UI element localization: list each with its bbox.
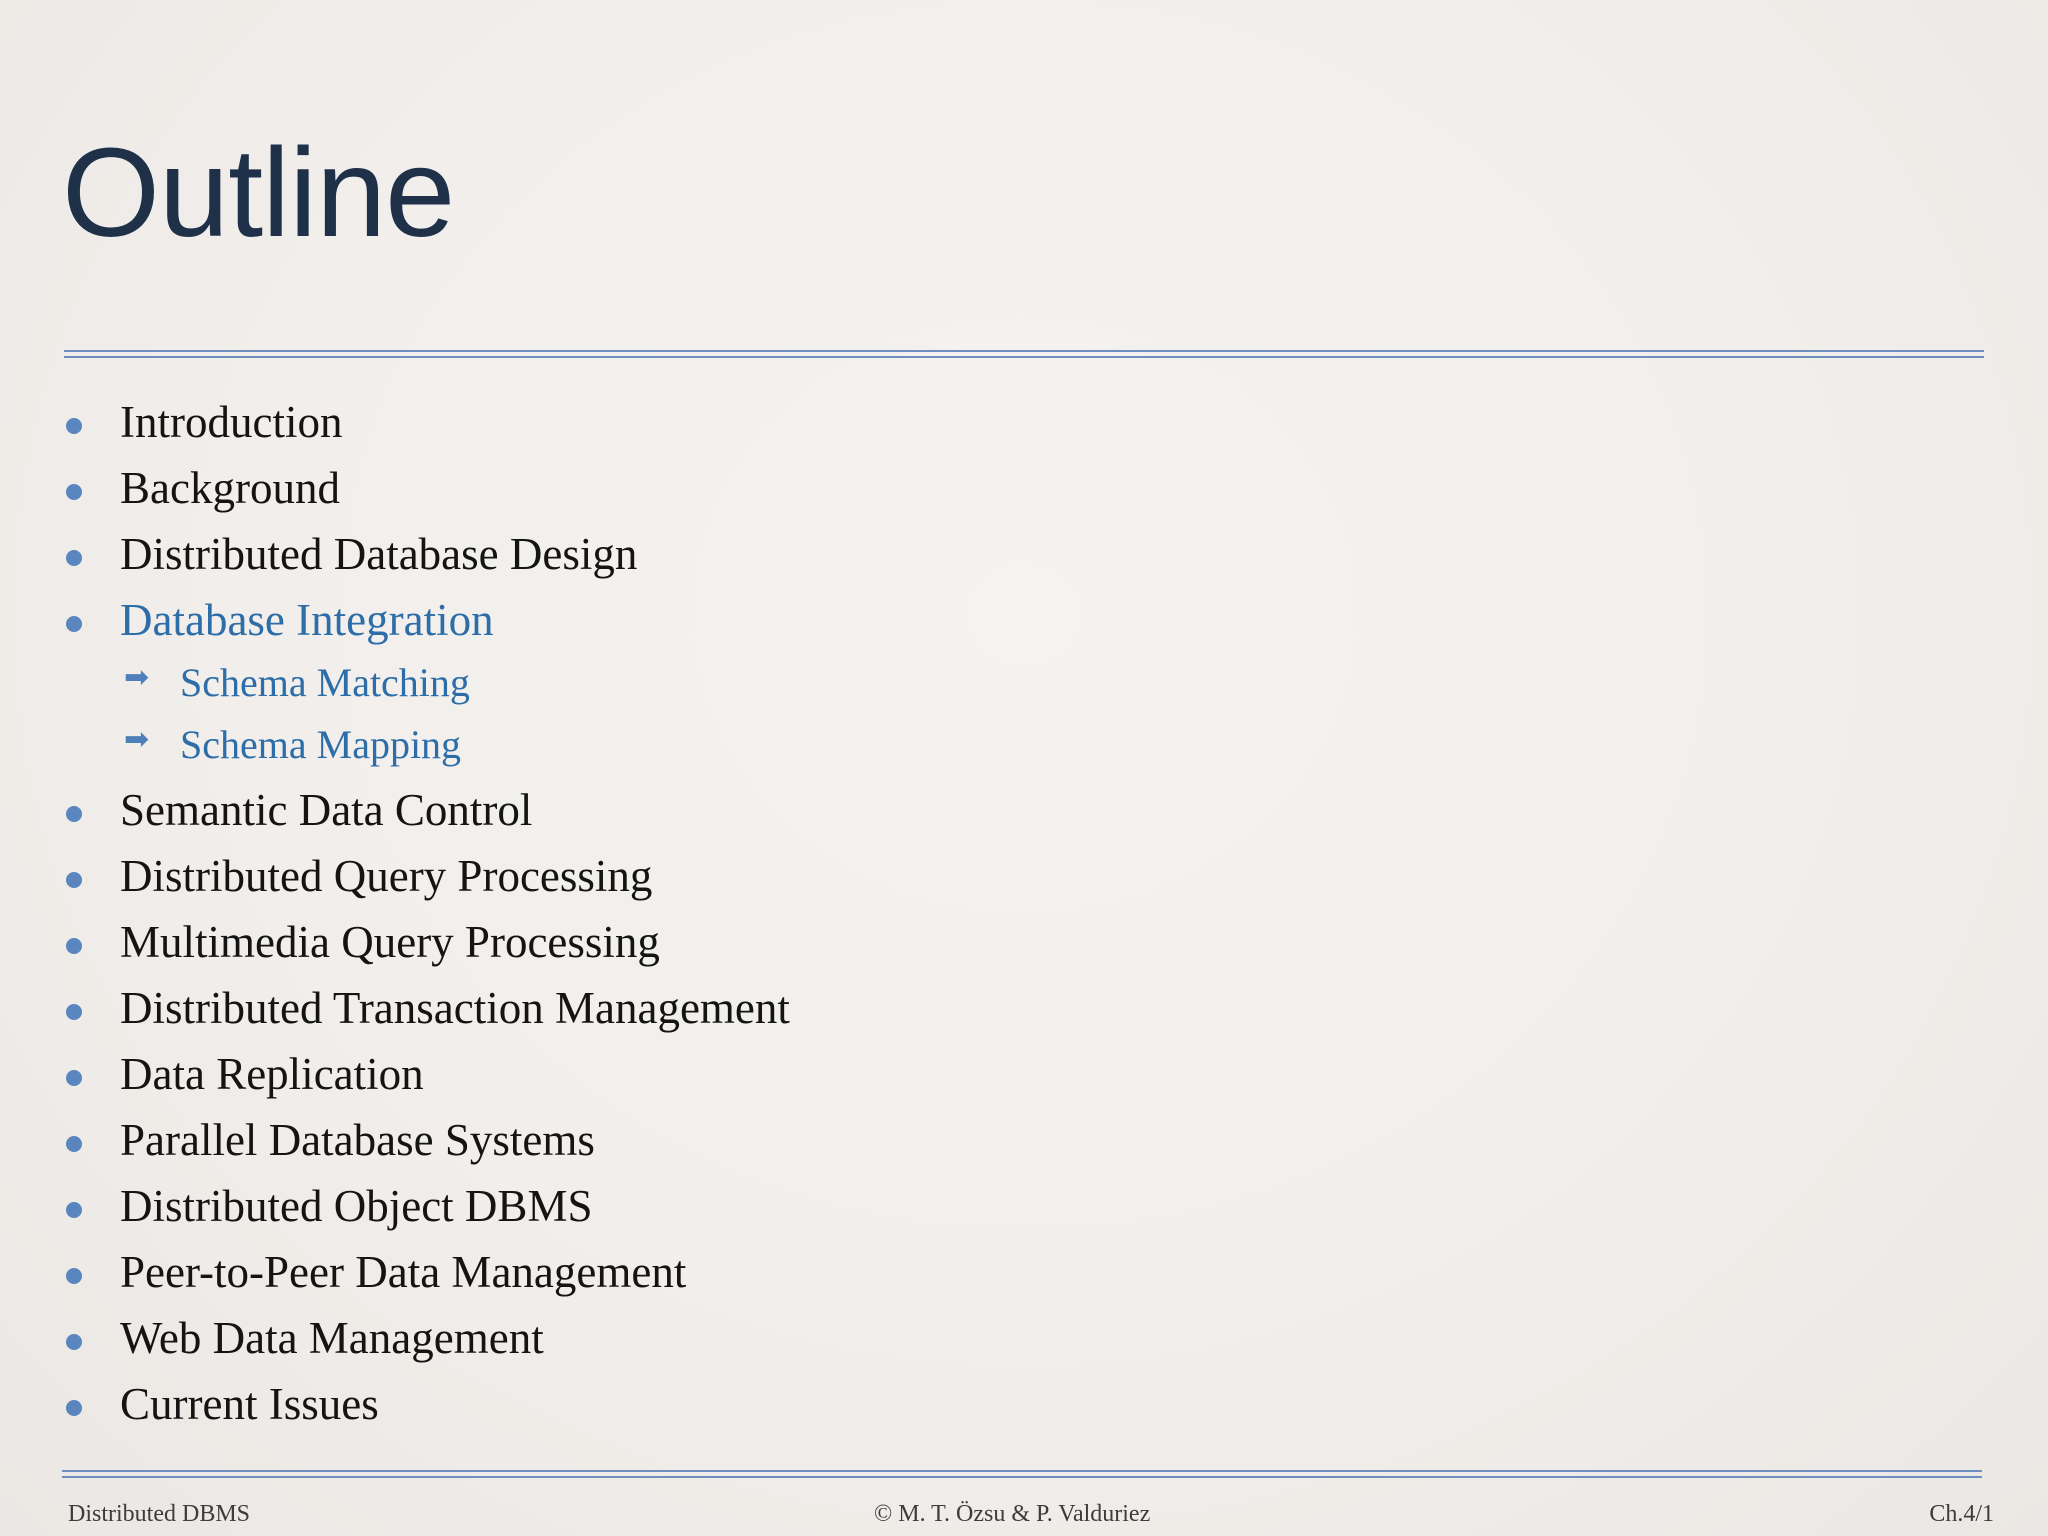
outline-item-label: Distributed Query Processing bbox=[120, 851, 653, 901]
bullet-dot-icon bbox=[66, 872, 82, 888]
footer-slide-number: Ch.4/1 bbox=[1929, 1501, 1994, 1527]
bullet-dot-icon bbox=[66, 1136, 82, 1152]
outline-item-label: Background bbox=[120, 463, 340, 513]
bullet-dot-icon bbox=[66, 418, 82, 434]
bullet-dot-icon bbox=[66, 484, 82, 500]
bullet-dot-icon bbox=[66, 1268, 82, 1284]
footer-copyright: © M. T. Özsu & P. Valduriez bbox=[874, 1501, 1151, 1527]
outline-item-label: Peer-to-Peer Data Management bbox=[120, 1247, 687, 1297]
bullet-dot-icon bbox=[66, 938, 82, 954]
outline-item-label: Distributed Object DBMS bbox=[120, 1181, 593, 1231]
outline-item-label: Web Data Management bbox=[120, 1313, 544, 1363]
outline-item-label: Multimedia Query Processing bbox=[120, 917, 660, 967]
bullet-dot-icon bbox=[66, 806, 82, 822]
outline-subitem-label: Schema Mapping bbox=[180, 722, 462, 767]
title-divider bbox=[64, 350, 1984, 358]
bullet-dot-icon bbox=[66, 1004, 82, 1020]
outline-item-label: Distributed Transaction Management bbox=[120, 983, 790, 1033]
outline-subitem-label: Schema Matching bbox=[180, 660, 470, 705]
slide-title: Outline bbox=[62, 122, 455, 263]
bullet-dot-icon bbox=[66, 1400, 82, 1416]
bullet-dot-icon bbox=[66, 616, 82, 632]
bullet-dot-icon bbox=[66, 1202, 82, 1218]
outline-item-label: Semantic Data Control bbox=[120, 785, 533, 835]
footer-course-title: Distributed DBMS bbox=[68, 1501, 251, 1527]
right-arrow-icon: ➡ bbox=[124, 722, 150, 757]
right-arrow-icon: ➡ bbox=[124, 660, 150, 695]
bullet-dot-icon bbox=[66, 550, 82, 566]
outline-item-label: Database Integration bbox=[120, 595, 494, 645]
outline-item-label: Current Issues bbox=[120, 1379, 379, 1429]
outline-item-label: Data Replication bbox=[120, 1049, 424, 1099]
outline-item-label: Parallel Database Systems bbox=[120, 1115, 595, 1165]
outline-item-label: Introduction bbox=[120, 397, 343, 447]
bullet-dot-icon bbox=[66, 1070, 82, 1086]
footer-divider bbox=[62, 1470, 1982, 1478]
bullet-dot-icon bbox=[66, 1334, 82, 1350]
outline-item-label: Distributed Database Design bbox=[120, 529, 638, 579]
